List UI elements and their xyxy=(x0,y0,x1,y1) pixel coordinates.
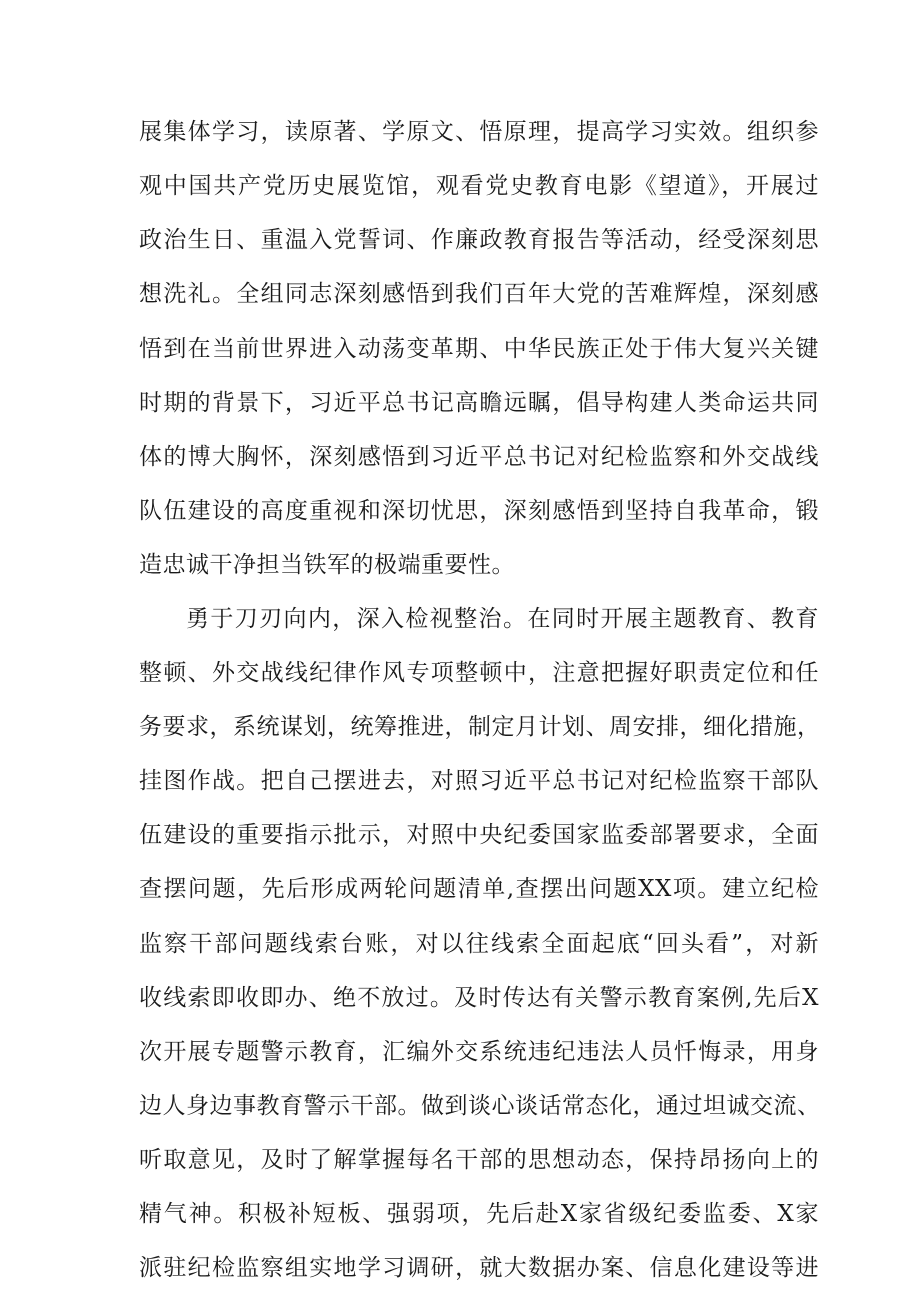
paragraph-2-line-6: 查摆问题，先后形成两轮问题清单,查摆出问题XX项。建立纪检 xyxy=(139,876,819,902)
paragraph-2-line-9: 次开展专题警示教育，汇编外交系统违纪违法人员忏悔录，用身 xyxy=(139,1039,819,1065)
paragraph-1-line-5: 悟到在当前世界进入动荡变革期、中华民族正处于伟大复兴关键 xyxy=(139,336,819,362)
paragraph-1-line-9: 造忠诚干净担当铁军的极端重要性。 xyxy=(139,552,515,578)
paragraph-2-line-1: 勇于刀刃向内，深入检视整治。在同时开展主题教育、教育 xyxy=(186,606,819,632)
paragraph-1-line-3: 政治生日、重温入党誓词、作廉政教育报告等活动，经受深刻思 xyxy=(139,227,819,253)
paragraph-1-line-4: 想洗礼。全组同志深刻感悟到我们百年大党的苦难辉煌，深刻感 xyxy=(139,281,819,307)
paragraph-1-line-8: 队伍建设的高度重视和深切忧思，深刻感悟到坚持自我革命，锻 xyxy=(139,498,819,524)
paragraph-1-line-2: 观中国共产党历史展览馆，观看党史教育电影《望道》，开展过 xyxy=(139,173,819,199)
paragraph-2-line-2: 整顿、外交战线纪律作风专项整顿中，注意把握好职责定位和任 xyxy=(139,660,819,686)
paragraph-1-line-1: 展集体学习，读原著、学原文、悟原理，提高学习实效。组织参 xyxy=(139,119,819,145)
paragraph-2-line-11: 听取意见，及时了解掌握每名干部的思想动态，保持昂扬向上的 xyxy=(139,1147,819,1173)
paragraph-2-line-7: 监察干部问题线索台账，对以往线索全面起底“回头看”，对新 xyxy=(139,931,819,957)
paragraph-1-line-7: 体的博大胸怀，深刻感悟到习近平总书记对纪检监察和外交战线 xyxy=(139,444,819,470)
paragraph-2-line-10: 边人身边事教育警示干部。做到谈心谈话常态化，通过坦诚交流、 xyxy=(139,1093,821,1119)
paragraph-2-line-8: 收线索即收即办、绝不放过。及时传达有关警示教育案例,先后X xyxy=(139,985,819,1011)
paragraph-2-line-13: 派驻纪检监察组实地学习调研，就大数据办案、信息化建设等进 xyxy=(139,1255,819,1281)
paragraph-2-line-12: 精气神。积极补短板、强弱项，先后赴X家省级纪委监委、X家 xyxy=(139,1201,819,1227)
paragraph-2-line-4: 挂图作战。把自己摆进去，对照习近平总书记对纪检监察干部队 xyxy=(139,768,819,794)
paragraph-2-line-3: 务要求，系统谋划，统筹推进，制定月计划、周安排，细化措施， xyxy=(139,714,821,740)
paragraph-2-line-5: 伍建设的重要指示批示，对照中央纪委国家监委部署要求，全面 xyxy=(139,822,819,848)
paragraph-1-line-6: 时期的背景下，习近平总书记高瞻远瞩，倡导构建人类命运共同 xyxy=(139,390,819,416)
